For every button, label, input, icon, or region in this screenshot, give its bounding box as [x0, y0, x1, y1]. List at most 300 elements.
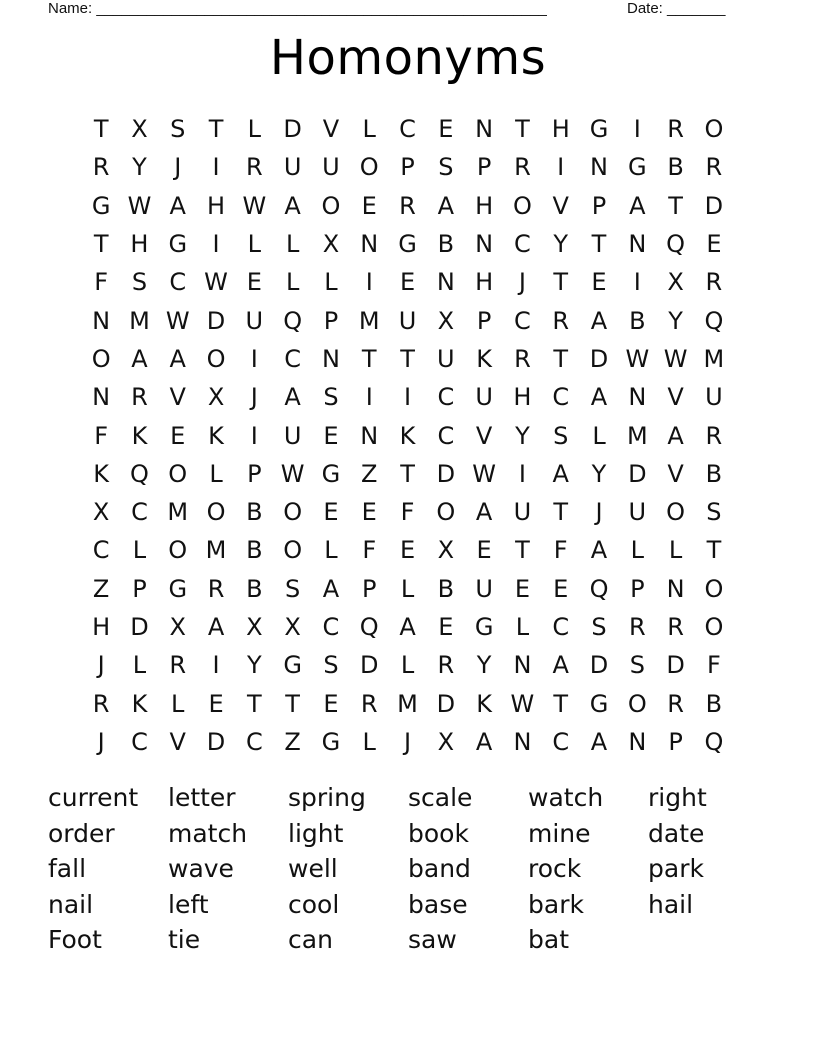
grid-letter: U: [398, 306, 417, 335]
grid-letter: E: [399, 268, 416, 297]
grid-letter: O: [627, 689, 647, 718]
grid-letter: O: [168, 536, 188, 565]
grid-letter: N: [513, 651, 532, 680]
grid-letter: T: [400, 459, 415, 488]
grid-letter: R: [705, 421, 723, 450]
grid-letter: U: [283, 421, 302, 450]
grid-letter: Q: [589, 574, 609, 603]
grid-letter: T: [515, 536, 530, 565]
grid-letter: O: [206, 498, 226, 527]
grid-letter: T: [247, 689, 262, 718]
grid-letter: M: [129, 306, 150, 335]
grid-letter: U: [437, 344, 455, 373]
grid-letter: E: [323, 689, 339, 718]
grid-letter: W: [280, 459, 305, 488]
grid-letter: A: [284, 383, 301, 412]
grid-letter: H: [513, 383, 532, 412]
grid-letter: Q: [359, 613, 379, 641]
grid-letter: H: [475, 268, 494, 297]
grid-letter: R: [667, 689, 684, 718]
grid-letter: O: [283, 498, 303, 527]
grid-letter: R: [207, 574, 225, 603]
grid-letter: Q: [666, 230, 686, 259]
grid-letter: V: [169, 383, 186, 412]
grid-letter: N: [360, 230, 379, 259]
grid-letter: J: [403, 727, 412, 756]
grid-letter: R: [437, 651, 455, 680]
grid-letter: C: [92, 536, 110, 565]
grid-letter: S: [323, 383, 339, 412]
grid-letter: Z: [361, 459, 378, 488]
grid-letter: A: [169, 344, 186, 373]
grid-letter: V: [169, 727, 186, 756]
grid-letter: T: [591, 230, 607, 259]
grid-letter: K: [131, 689, 148, 718]
grid-letter: Q: [283, 306, 303, 335]
grid-letter: T: [93, 230, 109, 259]
grid-letter: E: [361, 191, 377, 220]
grid-letter: K: [131, 421, 148, 450]
grid-letter: I: [633, 115, 641, 144]
grid-letter: O: [321, 191, 341, 220]
grid-letter: A: [667, 421, 684, 450]
grid-letter: E: [514, 574, 530, 603]
grid-letter: D: [666, 651, 685, 680]
grid-letter: I: [557, 153, 565, 182]
word-list-item: light: [288, 818, 344, 848]
grid-letter: L: [209, 459, 223, 488]
word-list-item: right: [648, 783, 707, 812]
grid-letter: T: [285, 689, 300, 718]
grid-letter: I: [403, 383, 412, 412]
grid-letter: H: [92, 613, 111, 641]
grid-letter: X: [131, 115, 148, 144]
grid-letter: D: [206, 306, 226, 335]
grid-letter: X: [437, 727, 455, 756]
grid-letter: S: [591, 613, 607, 641]
grid-letter: C: [284, 344, 302, 373]
grid-letter: C: [437, 383, 455, 412]
grid-letter: L: [515, 613, 530, 641]
grid-letter: N: [92, 383, 111, 412]
grid-letter: W: [165, 306, 190, 335]
grid-letter: X: [284, 613, 301, 641]
grid-letter: X: [207, 383, 225, 412]
grid-letter: U: [475, 574, 493, 603]
grid-letter: K: [476, 344, 492, 373]
grid-letter: X: [169, 613, 186, 641]
worksheet-header: [0, 0, 816, 20]
grid-letter: L: [592, 421, 606, 450]
grid-letter: K: [399, 421, 416, 450]
grid-letter: G: [283, 651, 302, 680]
grid-letter: S: [285, 574, 301, 603]
grid-letter: N: [628, 727, 647, 756]
grid-letter: Y: [668, 306, 683, 335]
word-list-item: saw: [408, 925, 457, 954]
grid-letter: J: [518, 268, 526, 297]
grid-letter: L: [171, 689, 185, 718]
grid-letter: R: [552, 306, 570, 335]
word-list-item: park: [648, 854, 704, 883]
grid-letter: L: [132, 651, 147, 680]
grid-letter: D: [130, 613, 149, 641]
grid-letter: N: [360, 421, 379, 450]
grid-letter: P: [361, 574, 377, 603]
grid-letter: J: [595, 498, 603, 527]
grid-letter: R: [667, 613, 684, 641]
grid-letter: D: [436, 459, 456, 488]
grid-letter: H: [551, 115, 570, 144]
grid-letter: I: [212, 153, 220, 182]
grid-letter: U: [513, 498, 532, 527]
grid-letter: G: [589, 689, 609, 718]
word-list-item: fall: [48, 854, 87, 883]
grid-letter: R: [667, 115, 684, 144]
grid-letter: R: [360, 689, 378, 718]
grid-letter: X: [246, 613, 263, 641]
grid-letter: D: [589, 344, 609, 373]
grid-letter: G: [321, 459, 341, 488]
grid-letter: C: [514, 230, 531, 259]
grid-letter: Q: [130, 459, 149, 488]
grid-letter: F: [362, 536, 377, 565]
grid-letter: A: [207, 613, 225, 641]
grid-letter: N: [513, 727, 532, 756]
grid-letter: O: [512, 191, 532, 220]
grid-letter: E: [438, 115, 454, 144]
word-list-item: current: [48, 783, 139, 812]
word-list-item: left: [168, 889, 209, 919]
grid-letter: B: [629, 306, 646, 335]
word-list-item: watch: [528, 783, 604, 812]
grid-letter: O: [168, 459, 188, 488]
grid-letter: C: [322, 613, 340, 641]
grid-letter: W: [510, 689, 535, 718]
grid-letter: A: [590, 727, 608, 756]
grid-letter: M: [167, 498, 189, 527]
grid-letter: O: [91, 344, 111, 373]
grid-letter: E: [399, 536, 416, 565]
word-list-item: can: [288, 925, 333, 954]
grid-letter: T: [668, 191, 683, 220]
grid-letter: J: [250, 383, 258, 412]
grid-letter: T: [361, 344, 377, 373]
grid-letter: Z: [92, 574, 110, 603]
word-list-item: base: [408, 889, 468, 919]
grid-letter: E: [361, 498, 377, 527]
grid-letter: X: [92, 498, 110, 527]
grid-letter: B: [246, 498, 263, 527]
grid-letter: R: [131, 383, 148, 412]
grid-letter: F: [94, 421, 109, 450]
grid-letter: T: [208, 115, 224, 144]
grid-letter: Z: [284, 727, 301, 756]
grid-letter: C: [245, 727, 263, 756]
grid-letter: O: [704, 613, 724, 641]
grid-letter: Y: [476, 651, 492, 680]
grid-letter: H: [475, 191, 494, 220]
grid-letter: I: [212, 230, 220, 259]
grid-letter: A: [475, 727, 493, 756]
grid-letter: A: [590, 536, 608, 565]
grid-letter: E: [706, 230, 722, 259]
grid-letter: G: [628, 153, 647, 182]
grid-letter: A: [552, 651, 569, 680]
grid-letter: R: [245, 153, 263, 182]
grid-letter: I: [250, 421, 258, 450]
grid-letter: N: [321, 344, 340, 373]
word-list-item: match: [168, 818, 248, 848]
grid-letter: T: [515, 115, 530, 144]
grid-letter: Y: [132, 153, 147, 182]
grid-letter: N: [475, 230, 494, 259]
grid-letter: L: [324, 536, 338, 565]
grid-letter: O: [206, 344, 226, 373]
grid-letter: Y: [553, 230, 569, 259]
grid-letter: Q: [704, 727, 724, 756]
grid-letter: O: [704, 115, 724, 144]
grid-letter: A: [475, 498, 493, 527]
grid-letter: H: [207, 191, 226, 220]
grid-letter: E: [438, 613, 454, 641]
grid-letter: G: [168, 574, 188, 603]
grid-letter: P: [132, 574, 147, 603]
grid-letter: P: [630, 574, 645, 603]
grid-letter: A: [590, 306, 608, 335]
grid-letter: P: [591, 191, 607, 220]
grid-letter: R: [705, 268, 723, 297]
grid-letter: R: [705, 153, 723, 182]
grid-letter: M: [703, 344, 725, 373]
grid-letter: W: [127, 191, 152, 220]
grid-letter: A: [131, 344, 148, 373]
word-list-item: letter: [168, 783, 236, 812]
grid-letter: D: [628, 459, 647, 488]
grid-letter: C: [552, 383, 570, 412]
grid-letter: X: [667, 268, 684, 297]
grid-letter: N: [436, 268, 455, 297]
grid-letter: T: [706, 536, 722, 565]
grid-letter: R: [399, 191, 416, 220]
word-list-item: order: [48, 818, 115, 848]
grid-letter: B: [246, 574, 263, 603]
grid-letter: D: [436, 689, 456, 718]
grid-letter: U: [245, 306, 264, 335]
grid-letter: I: [365, 268, 373, 297]
grid-letter: V: [322, 115, 340, 144]
grid-letter: C: [131, 727, 148, 756]
grid-letter: F: [400, 498, 415, 527]
grid-letter: N: [628, 230, 647, 259]
grid-letter: D: [283, 115, 302, 144]
grid-letter: H: [130, 230, 149, 259]
grid-letter: N: [475, 115, 494, 144]
grid-letter: Y: [591, 459, 607, 488]
grid-letter: K: [93, 459, 110, 488]
grid-letter: K: [476, 689, 492, 718]
grid-letter: G: [474, 613, 494, 641]
word-list-item: mine: [528, 818, 591, 848]
grid-letter: A: [629, 191, 646, 220]
grid-letter: V: [552, 191, 569, 220]
grid-letter: G: [589, 115, 609, 144]
grid-letter: I: [518, 459, 526, 488]
grid-letter: W: [204, 268, 228, 297]
grid-letter: N: [92, 306, 111, 335]
grid-letter: W: [472, 459, 496, 488]
grid-letter: M: [205, 536, 227, 565]
grid-letter: W: [242, 191, 267, 220]
grid-letter: D: [589, 651, 609, 680]
word-list-item: band: [408, 854, 471, 883]
grid-letter: E: [208, 689, 224, 718]
grid-letter: L: [400, 574, 415, 603]
puzzle-title: Homonyms: [269, 30, 547, 86]
grid-letter: D: [359, 651, 379, 680]
grid-letter: L: [400, 651, 415, 680]
grid-letter: G: [91, 191, 111, 220]
grid-letter: K: [208, 421, 224, 450]
grid-letter: C: [169, 268, 187, 297]
word-list-item: book: [408, 818, 469, 848]
word-list-item: bark: [528, 889, 584, 919]
grid-letter: C: [131, 498, 148, 527]
word-list: [48, 780, 768, 958]
grid-letter: S: [323, 651, 339, 680]
grid-letter: A: [284, 191, 301, 220]
grid-letter: O: [666, 498, 686, 527]
word-list-item: scale: [408, 783, 473, 812]
grid-letter: E: [323, 421, 339, 450]
grid-letter: S: [629, 651, 645, 680]
grid-letter: A: [169, 191, 186, 220]
grid-letter: A: [399, 613, 416, 641]
grid-letter: B: [667, 153, 684, 182]
grid-letter: O: [283, 536, 303, 565]
grid-letter: D: [206, 727, 226, 756]
grid-letter: G: [398, 230, 417, 259]
grid-letter: R: [514, 153, 531, 182]
grid-letter: E: [246, 268, 262, 297]
grid-letter: R: [92, 153, 110, 182]
grid-letter: L: [668, 536, 683, 565]
grid-letter: G: [168, 230, 188, 259]
grid-letter: L: [285, 230, 300, 259]
word-list-item: bat: [528, 925, 569, 954]
grid-letter: T: [553, 268, 569, 297]
grid-letter: A: [552, 459, 569, 488]
grid-letter: N: [590, 153, 608, 182]
grid-letter: Y: [515, 421, 530, 450]
grid-letter: F: [553, 536, 568, 565]
grid-letter: E: [591, 268, 607, 297]
grid-letter: V: [667, 383, 684, 412]
grid-letter: U: [705, 383, 723, 412]
grid-letter: J: [97, 651, 105, 680]
word-list-item: Foot: [48, 925, 102, 954]
grid-letter: U: [322, 153, 340, 182]
word-list-item: spring: [288, 783, 366, 812]
word-list-item: tie: [168, 925, 201, 954]
grid-letter: O: [359, 153, 379, 182]
letter-grid: [82, 110, 733, 761]
word-list-item: well: [288, 854, 338, 883]
word-list-item: cool: [288, 889, 340, 919]
grid-letter: T: [553, 689, 569, 718]
grid-letter: C: [514, 306, 531, 335]
grid-letter: R: [169, 651, 187, 680]
grid-letter: A: [322, 574, 340, 603]
word-list-item: hail: [648, 889, 694, 919]
grid-letter: R: [92, 689, 110, 718]
word-list-item: nail: [48, 889, 94, 919]
grid-letter: A: [590, 383, 608, 412]
grid-letter: B: [705, 459, 723, 488]
grid-letter: L: [132, 536, 147, 565]
grid-letter: R: [514, 344, 531, 373]
grid-letter: B: [437, 230, 455, 259]
grid-letter: M: [397, 689, 418, 718]
grid-letter: J: [174, 153, 182, 182]
grid-letter: R: [628, 613, 646, 641]
grid-letter: E: [553, 574, 569, 603]
grid-letter: E: [476, 536, 492, 565]
grid-letter: P: [323, 306, 339, 335]
grid-letter: I: [212, 651, 220, 680]
grid-letter: F: [94, 268, 109, 297]
grid-letter: U: [283, 153, 302, 182]
grid-letter: L: [362, 115, 376, 144]
grid-letter: X: [322, 230, 340, 259]
grid-letter: I: [365, 383, 373, 412]
grid-letter: P: [476, 153, 492, 182]
grid-letter: M: [358, 306, 380, 335]
date-field-label: Date: _______: [627, 0, 726, 17]
name-field-label: Name: ______________________________________________________: [48, 0, 547, 17]
grid-letter: C: [437, 421, 455, 450]
grid-letter: N: [628, 383, 647, 412]
grid-letter: C: [552, 727, 570, 756]
grid-letter: B: [705, 689, 723, 718]
grid-letter: V: [667, 459, 684, 488]
grid-letter: S: [131, 268, 148, 297]
grid-letter: P: [476, 306, 492, 335]
grid-letter: W: [663, 344, 688, 373]
grid-letter: P: [247, 459, 262, 488]
grid-letter: I: [250, 344, 258, 373]
grid-letter: D: [704, 191, 724, 220]
grid-letter: B: [437, 574, 455, 603]
grid-letter: T: [93, 115, 109, 144]
grid-letter: Y: [247, 651, 262, 680]
grid-letter: N: [666, 574, 685, 603]
grid-letter: S: [553, 421, 569, 450]
grid-letter: S: [170, 115, 186, 144]
grid-letter: E: [170, 421, 186, 450]
grid-letter: C: [399, 115, 416, 144]
grid-letter: O: [704, 574, 724, 603]
grid-letter: M: [626, 421, 648, 450]
grid-letter: U: [628, 498, 647, 527]
grid-letter: L: [247, 230, 262, 259]
grid-letter: L: [247, 115, 262, 144]
grid-letter: O: [436, 498, 456, 527]
grid-letter: V: [475, 421, 493, 450]
grid-letter: P: [668, 727, 683, 756]
grid-letter: F: [706, 651, 721, 680]
grid-letter: L: [362, 727, 376, 756]
